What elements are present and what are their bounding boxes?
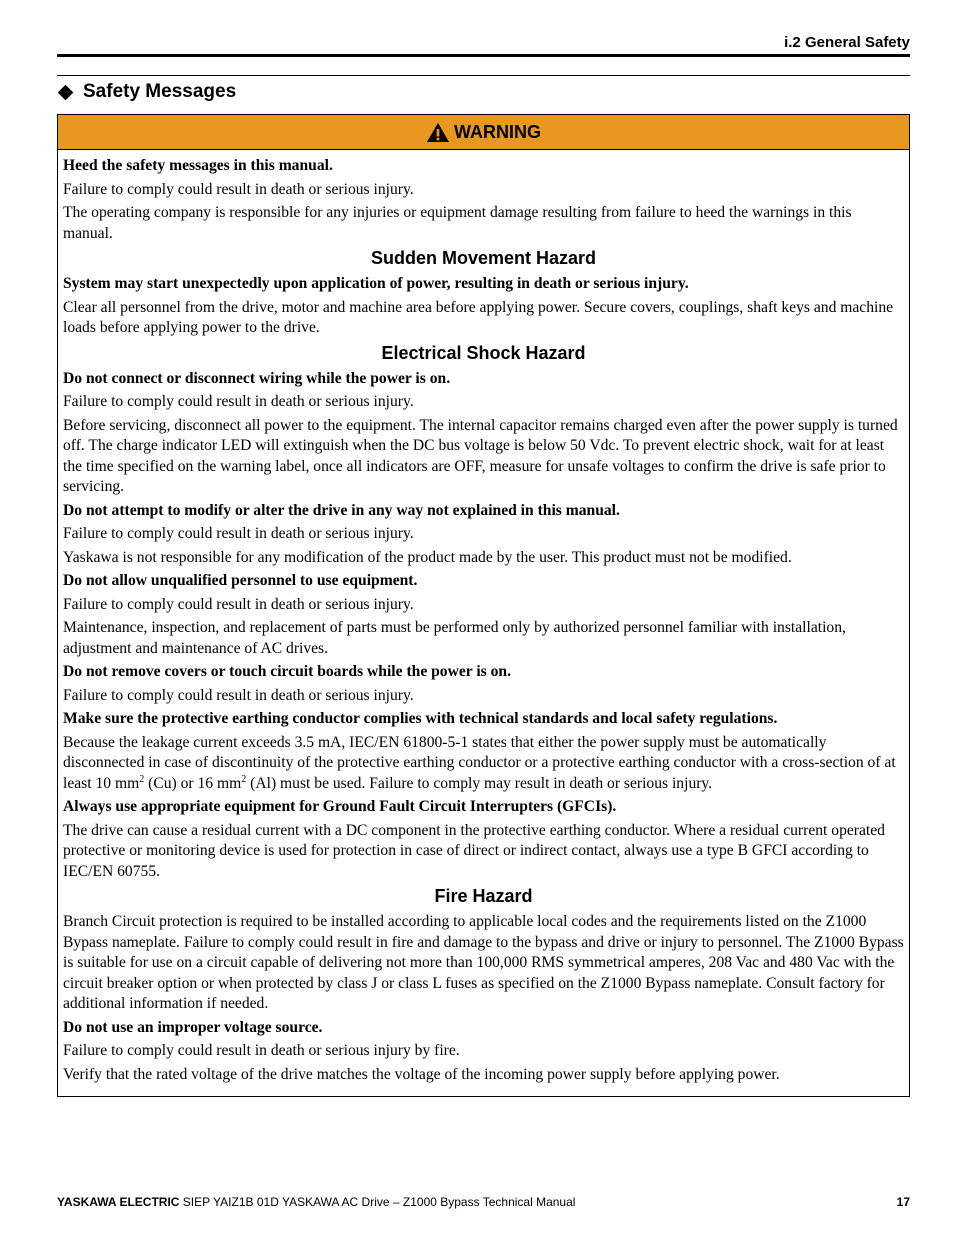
fire-consequence: Failure to comply could result in death or serious injury by fire.	[63, 1042, 460, 1059]
electrical-statement-covers: Do not remove covers or touch circuit boards while the power is on.	[63, 663, 511, 680]
footer-brand: YASKAWA ELECTRIC	[57, 1195, 180, 1209]
fire-voltage-note: Verify that the rated voltage of the drive matches the voltage of the incoming power supply before applying power.	[63, 1065, 780, 1083]
earthing-text-c: (Al) must be used. Failure to comply may result in death or serious injury.	[246, 774, 713, 792]
electrical-statement-gfci: Always use appropriate equipment for Ground Fault Circuit Interrupters (GFCIs).	[63, 798, 617, 815]
superscript: 2	[241, 773, 247, 785]
warning-content	[58, 150, 909, 1096]
electrical-consequence: Failure to comply could result in death or serious injury.	[63, 525, 414, 542]
electrical-statement-earthing: Make sure the protective earthing conductor complies with technical standards and local safety regulations.	[63, 710, 778, 727]
sudden-movement-heading: Sudden Movement Hazard	[370, 248, 597, 268]
sudden-statement: System may start unexpectedly upon application of power, resulting in death or serious injury.	[63, 275, 689, 292]
header-rule	[57, 54, 910, 57]
electrical-statement-personnel: Do not allow unqualified personnel to use equipment.	[63, 572, 418, 589]
warning-label: WARNING	[454, 121, 541, 142]
page-number: 17	[896, 1195, 910, 1209]
fire-statement-voltage: Do not use an improper voltage source.	[63, 1018, 323, 1036]
electrical-servicing-note: Before servicing, disconnect all power to the equipment. The internal capacitor remains charged even after the power supply is turned off. The charge indicator LED will extinguish when the DC bus voltage is below 50 Vdc. To prevent electric shock, wait for at least the time specified on the warning label, once all indicators are OFF, measure for unsafe voltages to confirm the drive is safe prior to servicing.	[63, 416, 898, 495]
diamond-bullet-icon	[58, 84, 74, 100]
electrical-consequence: Failure to comply could result in death or serious injury.	[63, 393, 414, 410]
electrical-statement-wiring: Do not connect or disconnect wiring while the power is on.	[63, 369, 451, 387]
fire-hazard-heading: Fire Hazard	[434, 886, 533, 906]
electrical-modification-note: Yaskawa is not responsible for any modification of the product made by the user. This product must not be modified.	[63, 548, 792, 566]
electrical-shock-heading: Electrical Shock Hazard	[381, 342, 586, 363]
general-statement: Heed the safety messages in this manual.	[63, 157, 333, 174]
footer-document-title: SIEP YAIZ1B 01D YASKAWA AC Drive – Z1000 Bypass Technical Manual	[179, 1195, 576, 1209]
earthing-text-a: Because the leakage current exceeds 3.5 mA, IEC/EN 61800-5-1 states that either the power supply must be automatically disconnected in case of discontinuity of the protective earthing conductor or a protective earthing conductor with a cross-section of at least 10 mm	[63, 733, 896, 792]
sudden-instruction: Clear all personnel from the drive, motor and machine area before applying power. Secure covers, couplings, shaft keys and machine loads before applying power to the drive.	[63, 298, 894, 336]
fire-branch-circuit-note: Branch Circuit protection is required to be installed according to applicable local codes and the requirements listed on the Z1000 Bypass nameplate. Failure to comply could result in fire and damage to the bypass and drive or injury to personnel. The Z1000 Bypass is suitable for use on a circuit capable of delivering not more than 100,000 RMS symmetrical amperes, 208 Vac and 480 Vac with the circuit breaker option or when protected by class J or class L fuses as specified on the Z1000 Bypass nameplate. Consult factory for additional information if needed.	[63, 913, 904, 1012]
header-thin-rule	[57, 75, 910, 76]
warning-triangle-icon	[426, 122, 450, 143]
page-footer	[57, 1194, 910, 1210]
electrical-earthing-note	[63, 733, 904, 795]
general-consequence: Failure to comply could result in death or serious injury.	[63, 180, 414, 198]
electrical-gfci-note: The drive can cause a residual current with a DC component in the protective earthing conductor. Where a residual current operated protective or monitoring device is used for protection in case of direct or indirect contact, always use a type B GFCI according to IEC/EN 60755.	[63, 821, 885, 880]
general-note: The operating company is responsible for any injuries or equipment damage resulting from failure to heed the warnings in this manual.	[63, 204, 852, 242]
electrical-maintenance-note: Maintenance, inspection, and replacement of parts must be performed only by authorized personnel familiar with installation, adjustment and maintenance of AC drives.	[63, 619, 846, 657]
section-title-text: Safety Messages	[83, 81, 237, 102]
electrical-consequence: Failure to comply could result in death or serious injury.	[63, 595, 414, 613]
earthing-text-b: (Cu) or 16 mm	[144, 774, 242, 792]
section-title	[57, 80, 236, 104]
warning-bar	[58, 115, 909, 150]
page-header-section: i.2 General Safety	[784, 34, 910, 51]
electrical-statement-modify: Do not attempt to modify or alter the drive in any way not explained in this manual.	[63, 501, 620, 519]
superscript: 2	[139, 773, 145, 785]
electrical-consequence: Failure to comply could result in death or serious injury.	[63, 686, 414, 704]
warning-box	[57, 114, 910, 1097]
